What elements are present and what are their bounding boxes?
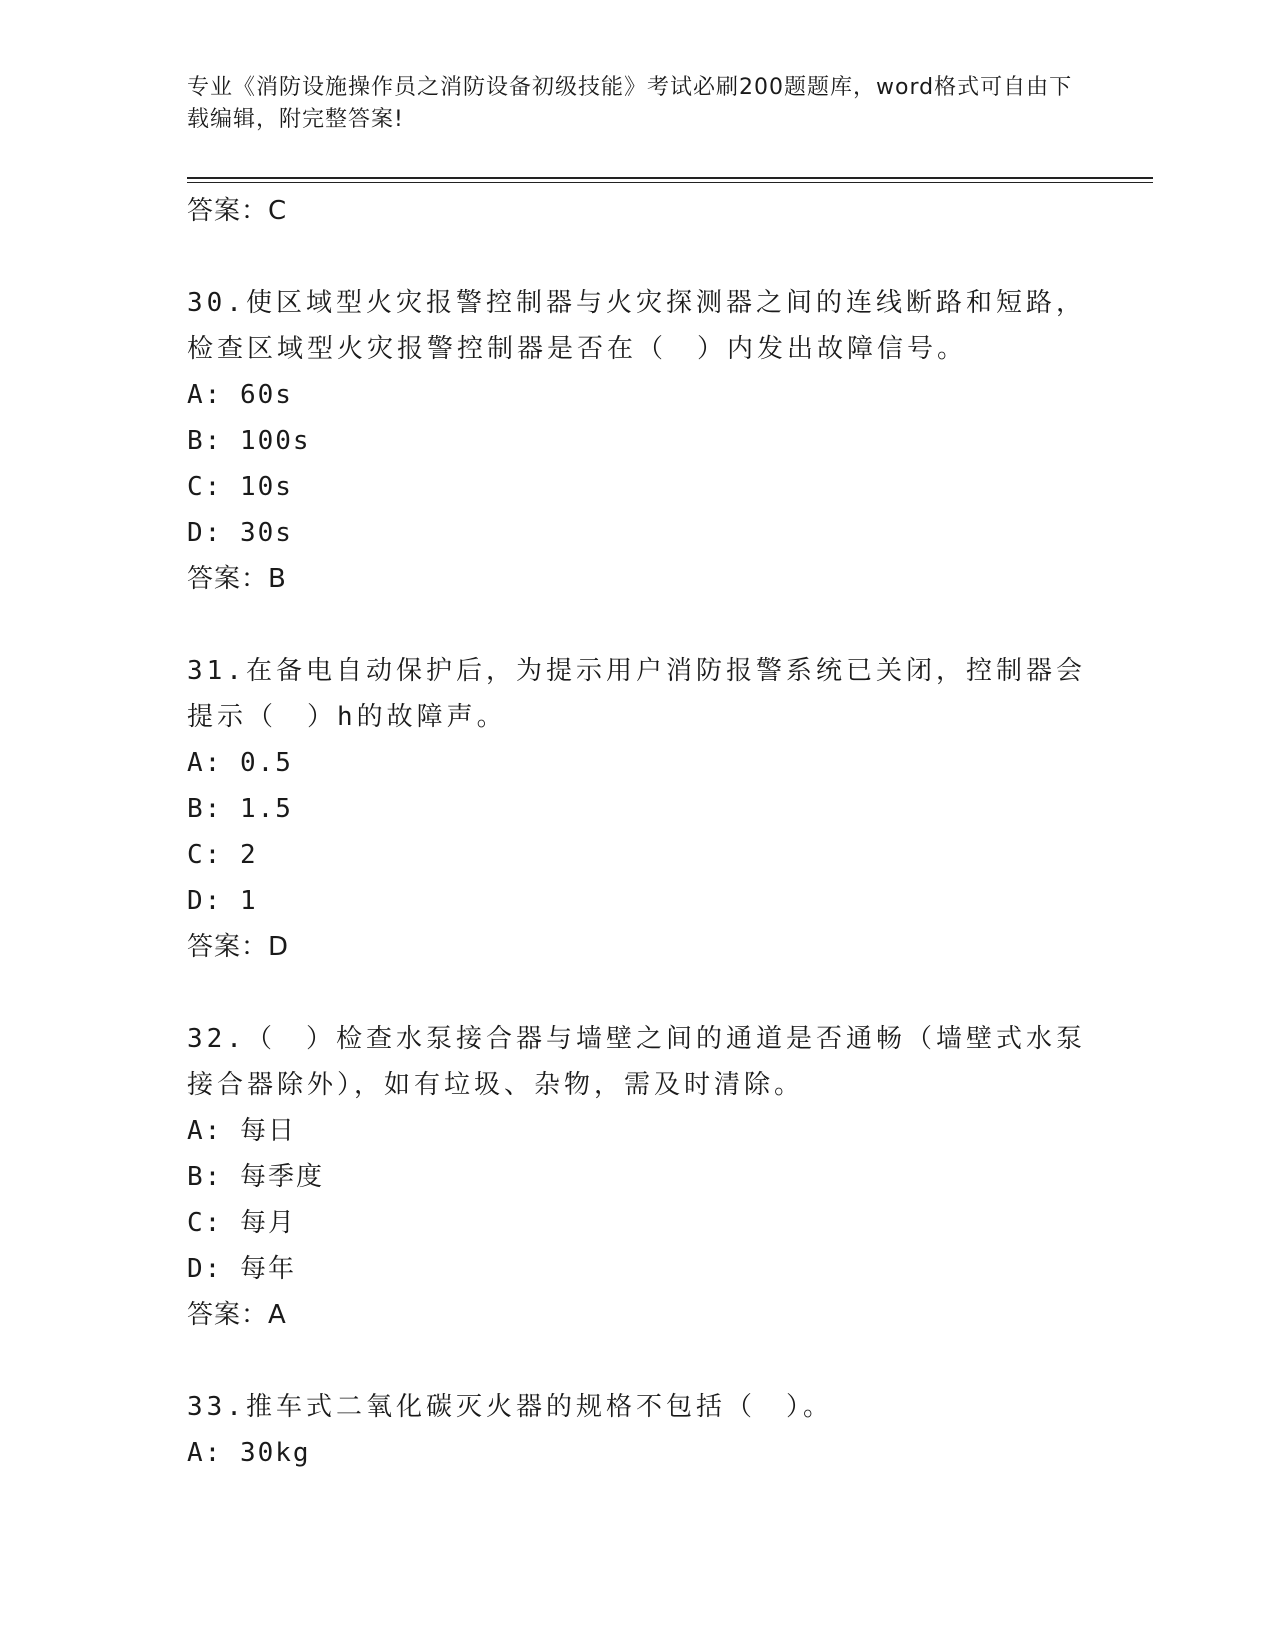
- question-31: [187, 648, 1087, 970]
- option-c: C: 10s: [187, 472, 293, 502]
- question-32: [187, 1016, 1087, 1338]
- question-stem: 31.在备电自动保护后，为提示用户消防报警系统已关闭，控制器会提示（ ）h的故障声。: [187, 656, 1086, 732]
- option-d: D: 1: [187, 886, 258, 916]
- option-b: B: 每季度: [187, 1162, 324, 1192]
- answer-line: 答案：A: [187, 1300, 287, 1330]
- option-d: D: 30s: [187, 518, 293, 548]
- option-a: A: 每日: [187, 1116, 296, 1146]
- question-stem: 33.推车式二氧化碳灭火器的规格不包括（ ）。: [187, 1392, 833, 1422]
- header-divider-thin: [187, 182, 1153, 183]
- option-a: A: 0.5: [187, 748, 293, 778]
- header-divider: [187, 177, 1153, 179]
- document-header: 专业《消防设施操作员之消防设备初级技能》考试必刷200题题库，word格式可自由下载编辑，附完整答案!: [187, 75, 1073, 132]
- answer-line: 答案：B: [187, 564, 287, 594]
- option-b: B: 100s: [187, 426, 311, 456]
- question-stem: 30.使区域型火灾报警控制器与火灾探测器之间的连线断路和短路，检查区域型火灾报警控制器是否在（ ）内发出故障信号。: [187, 288, 1086, 364]
- question-list: [187, 188, 1087, 1476]
- question-33: [187, 1384, 1087, 1476]
- option-a: A: 30kg: [187, 1438, 311, 1468]
- question-stem: 32.（ ）检查水泵接合器与墙壁之间的通道是否通畅（墙壁式水泵接合器除外），如有垃圾、杂物，需及时清除。: [187, 1024, 1086, 1100]
- answer-line: 答案：D: [187, 932, 290, 962]
- option-b: B: 1.5: [187, 794, 293, 824]
- option-c: C: 2: [187, 840, 258, 870]
- option-a: A: 60s: [187, 380, 293, 410]
- answer-line: 答案：C: [187, 196, 288, 226]
- question-30: [187, 280, 1087, 602]
- option-d: D: 每年: [187, 1254, 296, 1284]
- option-c: C: 每月: [187, 1208, 296, 1238]
